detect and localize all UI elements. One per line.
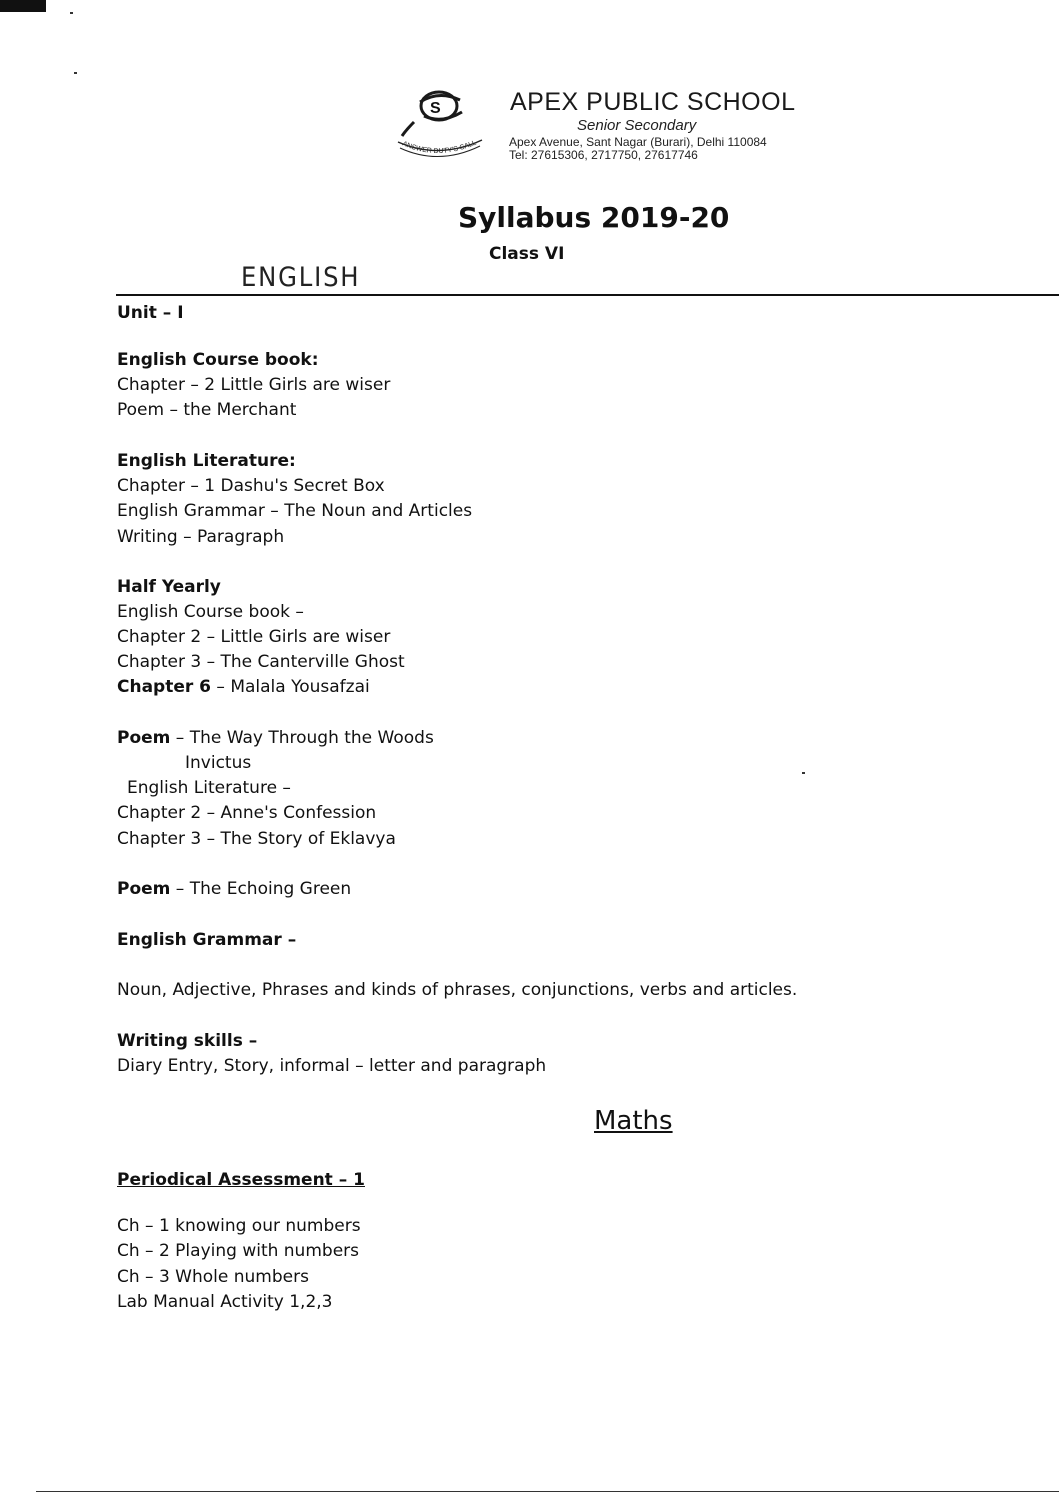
svg-text:ANSWER DUTY'S CALL: ANSWER DUTY'S CALL <box>401 139 478 156</box>
school-logo <box>384 82 494 164</box>
maths-ch1: Ch – 1 knowing our numbers <box>117 1216 361 1236</box>
school-address <box>509 136 767 162</box>
hy-chapter-6-label: Chapter 6 <box>117 677 212 697</box>
literature-chapter: Chapter – 1 Dashu's Secret Box <box>117 476 385 496</box>
header-divider <box>116 294 1059 296</box>
poem-1-text: – The Way Through the Woods <box>170 728 434 748</box>
school-name: APEX PUBLIC SCHOOL <box>510 88 796 116</box>
writing-skills-heading: Writing skills – <box>117 1031 258 1051</box>
maths-ch2: Ch – 2 Playing with numbers <box>117 1241 359 1261</box>
maths-lab: Lab Manual Activity 1,2,3 <box>117 1292 333 1312</box>
hy-literature: English Literature – <box>127 778 291 798</box>
poem-1-second: Invictus <box>185 753 252 773</box>
grammar-heading: English Grammar – <box>117 930 297 950</box>
bottom-scan-edge <box>36 1491 1059 1492</box>
poem-label: Poem <box>117 728 171 748</box>
half-yearly-heading: Half Yearly <box>117 577 221 597</box>
grammar-topics: Noun, Adjective, Phrases and kinds of phrases, conjunctions, verbs and articles. <box>117 980 798 1000</box>
svg-text:S: S <box>430 100 441 117</box>
poem-2 <box>117 879 351 899</box>
poem-2-text: – The Echoing Green <box>170 879 352 899</box>
hy-chapter-3: Chapter 3 – The Canterville Ghost <box>117 652 405 672</box>
maths-heading: Maths <box>594 1106 673 1136</box>
hy-chapter-2: Chapter 2 – Little Girls are wiser <box>117 627 391 647</box>
hy-lit-chapter-3: Chapter 3 – The Story of Eklavya <box>117 829 396 849</box>
scan-speck <box>74 72 77 74</box>
writing-topics: Diary Entry, Story, informal – letter and paragraph <box>117 1056 547 1076</box>
hy-chapter-6 <box>117 677 370 697</box>
scan-corner-mark <box>0 0 46 12</box>
literature-heading: English Literature: <box>117 451 296 471</box>
phone-line: Tel: 27615306, 2717750, 27617746 <box>509 148 698 162</box>
course-book-chapter: Chapter – 2 Little Girls are wiser <box>117 375 391 395</box>
address-line: Apex Avenue, Sant Nagar (Burari), Delhi 110084 <box>509 135 767 149</box>
school-type: Senior Secondary <box>577 117 697 134</box>
unit-heading: Unit – I <box>117 303 184 323</box>
writing-line: Writing – Paragraph <box>117 527 285 547</box>
handwritten-subject: ENGLISH <box>241 262 361 293</box>
poem-label: Poem <box>117 879 171 899</box>
grammar-line: English Grammar – The Noun and Articles <box>117 501 473 521</box>
course-book-poem: Poem – the Merchant <box>117 400 297 420</box>
scan-speck <box>70 12 73 14</box>
hy-lit-chapter-2: Chapter 2 – Anne's Confession <box>117 803 377 823</box>
maths-ch3: Ch – 3 Whole numbers <box>117 1267 309 1287</box>
pa1-heading: Periodical Assessment – 1 <box>117 1170 365 1190</box>
course-book-heading: English Course book: <box>117 350 319 370</box>
class-label: Class VI <box>489 244 565 264</box>
scan-speck <box>802 772 805 774</box>
hy-course-book: English Course book – <box>117 602 304 622</box>
page-title: Syllabus 2019-20 <box>458 201 730 234</box>
poem-1 <box>117 728 434 748</box>
hy-chapter-6-text: – Malala Yousafzai <box>211 677 370 697</box>
